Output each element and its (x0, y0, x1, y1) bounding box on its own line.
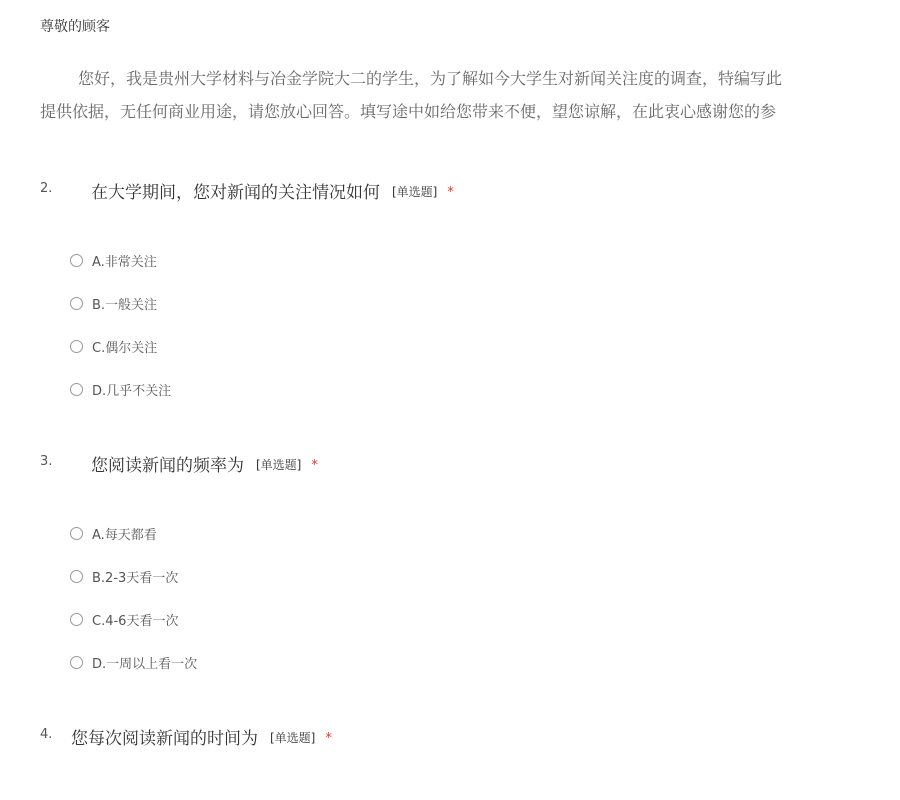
option-label[interactable]: C.偶尔关注 (92, 340, 158, 356)
survey-intro (40, 62, 900, 128)
radio-button[interactable] (70, 340, 83, 353)
option-b[interactable] (70, 566, 178, 586)
question-text: 您每次阅读新闻的时间为 (71, 729, 258, 749)
option-label[interactable]: A.每天都看 (92, 527, 157, 543)
question-number: 4. (40, 727, 53, 742)
intro-line-1: 您好，我是贵州大学材料与冶金学院大二的学生，为了解如今大学生对新闻关注度的调查，特编写此 (78, 69, 783, 88)
question-text: 您阅读新闻的频率为 (91, 456, 244, 476)
question-number: 2. (40, 181, 53, 196)
option-label[interactable]: B.一般关注 (92, 297, 158, 313)
option-label[interactable]: C.4-6天看一次 (92, 613, 179, 629)
option-d[interactable] (70, 652, 197, 672)
required-asterisk: * (447, 185, 454, 200)
option-b[interactable] (70, 293, 157, 313)
option-a[interactable] (70, 250, 157, 270)
radio-button[interactable] (70, 656, 83, 669)
option-label[interactable]: D.一周以上看一次 (92, 656, 198, 672)
option-label[interactable]: A.非常关注 (92, 254, 157, 270)
radio-button[interactable] (70, 254, 83, 267)
question-title (71, 724, 332, 749)
question-number: 3. (40, 454, 53, 469)
option-a[interactable] (70, 523, 157, 543)
question-type-tag: [单选题] (256, 458, 302, 472)
required-asterisk: * (325, 731, 332, 746)
option-c[interactable] (70, 336, 157, 356)
radio-button[interactable] (70, 570, 83, 583)
option-label[interactable]: B.2-3天看一次 (92, 570, 179, 586)
option-d[interactable] (70, 379, 171, 399)
salutation: 尊敬的顾客 (40, 19, 110, 35)
question-type-tag: [单选题] (270, 731, 316, 745)
question-type-tag: [单选题] (392, 185, 438, 199)
radio-button[interactable] (70, 527, 83, 540)
option-label[interactable]: D.几乎不关注 (92, 383, 172, 399)
question-title (91, 178, 454, 203)
required-asterisk: * (311, 458, 318, 473)
question-title (91, 451, 318, 476)
option-c[interactable] (70, 609, 178, 629)
radio-button[interactable] (70, 613, 83, 626)
radio-button[interactable] (70, 383, 83, 396)
radio-button[interactable] (70, 297, 83, 310)
intro-line-2: 提供依据，无任何商业用途，请您放心回答。填写途中如给您带来不便，望您谅解，在此衷心感谢您的参 (40, 102, 777, 121)
question-text: 在大学期间，您对新闻的关注情况如何 (91, 183, 380, 203)
